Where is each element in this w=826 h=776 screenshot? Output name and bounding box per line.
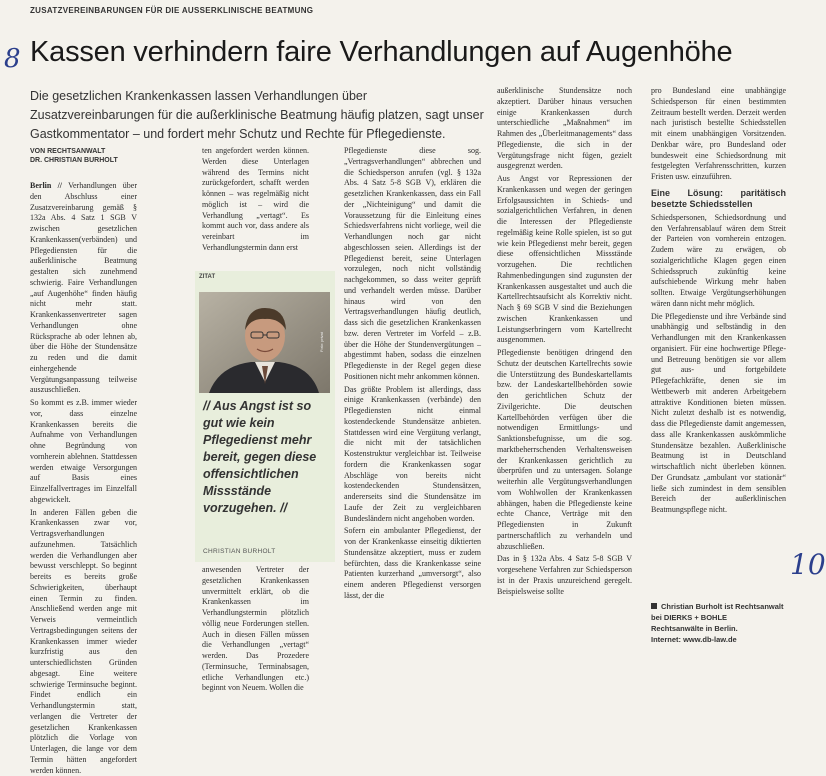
author-photo <box>199 292 330 393</box>
article-column-3 <box>344 146 481 693</box>
article-headline: Kassen verhindern faire Verhandlungen auf Augenhöhe <box>30 36 732 69</box>
paragraph: In anderen Fällen geben die Krankenkassen zwar vor, Vertragsverhandlungen aufzunehmen. Tatsächlich werden die Verhandlungen aber bewusst verschleppt. So beginnt bereits es bereits große Schwierigkeiten, überhaupt einen Termin zu finden. Anschließend werden ange mit Verweis vermeintlich Vertragsbedingungen seitens der Krankenkassen immer wieder kurzfristig aus den unterschiedlichsten Gründen abgesagt. Eine weitere schwierige Terminsuche beginnt. Findet endlich ein Verhandlungstermin statt, verlangen die Vertreter der gesetzlichen Krankenkassen plötzlich die Vorlage von Unterlagen, die lange vor dem Termin hätten angefordert werden können. <box>30 508 137 776</box>
photo-credit: Foto: privat <box>319 331 324 352</box>
pull-quote: // Aus Angst ist so gut wie kein Pflegedienst mehr bereit, gegen diese offensichtlichen Missstände vorzugehen. // <box>203 398 331 517</box>
article-column-5 <box>651 86 786 588</box>
byline-role: VON RECHTSANWALT <box>30 147 118 156</box>
byline-author: DR. CHRISTIAN BURHOLT <box>30 156 118 165</box>
paragraph: So kommt es z.B. immer wieder vor, dass einzelne Krankenkassen bereits die Aufnahme von Verhandlungen ohne Begründung von vornherein ablehnen. Stattdessen werden etwaige Versorgungen auf Basis eines Einzelfallvertrages im Einzelfall abgewickelt. <box>30 398 137 506</box>
byline <box>30 147 118 165</box>
paragraph: Das in § 132a Abs. 4 Satz 5-8 SGB V vorgesehene Verfahren zur Schiedsperson ist in der Praxis unzureichend geregelt. Beispielsweise sollte <box>497 554 632 597</box>
quote-label: ZITAT <box>199 274 215 280</box>
paragraph: Verhandlungen über den Abschluss einer Zusatzvereinbarung gemäß § 132a Abs. 4 Satz 1 SGB V zwischen gesetzlichen Krankenkassen(verbänden) und Pflegediensten für die außerklinische Beatmung gestalten sich zunehmend schwierig. Faire Verhandlungen „auf Augenhöhe“ finden häufig nicht mehr statt. Krankenkassenvertreter sagen Verhandlungen ohne Rücksprache ab oder lehnen ab, über die Höhe der Stundensätze zu reden und die damit einhergehende Vergütungsanpassung teilweise auszuschließen. <box>30 181 137 394</box>
author-note-line: Christian Burholt ist Rechtsanwalt bei DIERKS + BOHLE <box>651 602 784 622</box>
dateline: Berlin // <box>30 181 62 190</box>
author-note-line: Rechtsanwälte in Berlin. <box>651 623 791 634</box>
article-column-4 <box>497 86 632 693</box>
article-column-2-bottom <box>202 565 309 693</box>
section-kicker: ZUSATZVEREINBARUNGEN FÜR DIE AUSSERKLINISCHE BEATMUNG <box>30 6 313 15</box>
handwritten-page-number: 10 <box>790 548 826 581</box>
handwritten-mark: 8 <box>4 44 21 74</box>
paragraph: außerklinische Stundensätze noch akzeptiert. Darüber hinaus versuchen einige Krankenkassen durch unterschiedliche „Maßnahmen“ im Rahmen des „Überleitmanagements“ dass Pflegedienste, die sich in der Vergütungsfrage nicht fügen, gezielt ausgegrenzt werden. <box>497 86 632 172</box>
quote-attribution: CHRISTIAN BURHOLT <box>203 548 276 555</box>
subheading: Eine Lösung: paritätisch besetzte Schiedsstellen <box>651 188 786 210</box>
paragraph: pro Bundesland eine unabhängige Schiedsperson für einen bestimmten Zeitraum bestellt werden. Derzeit werden nach juristisch bestellte Schiedsstellen mit einem unabhängigen Vorsitzenden. Denkbar wäre, pro Bundesland oder bundesweit eine Schiedsordnung mit festgelegten Verfahrensschritten, kurzen Fristen usw. einzuführen. <box>651 86 786 183</box>
paragraph: Pflegedienste benötigen dringend den Schutz der deutschen Kartellrechts sowie die Unterstützung des Bundeskartellamts bzw. der Landeskartellbehörden sowie den gerichtlichen Schutz der Zivilgerichte. Die deutschen Kartellbehörden verfügen über die notwendigen Ermittlungs- und Sanktionsbefugnisse, um die sog. marktbeherrschenden Verhaltensweisen der Krankenkassen gerichtlich zu überprüfen und zu untersagen. Solange weiterhin alle Vergütungsverhandlungen vom Wohlwollen der Krankenkassen abhängen, haben die Pflegedienste keine echte Chance, Verträge mit den Pflegediensten in Zukunft partnerschaftlich zu verhandeln und abzuschließen. <box>497 348 632 552</box>
article-lead: Die gesetzlichen Krankenkassen lassen Verhandlungen über Zusatzvereinbarungen für die außerklinische Beatmung häufig platzen, sagt unser Gastkommentator – und fordert mehr Schutz und Rechte für Pflegedienste. <box>30 87 485 144</box>
paragraph: Pflegedienste diese sog. „Vertragsverhandlungen“ abbrechen und die Schiedsperson anrufen (vgl. § 132a Abs. 4 Satz 5-8 SGB V), erklären die gesetzlichen Krankenkassen, dass ein Fall der „Nichteinigung“ und damit die Voraussetzung für die Einleitung eines Schiedsverfahrens nicht vorliege, weil die Verhandlungen noch gar nicht abgeschlossen seien. Allerdings ist der Pflegedienst bereit, seine Unterlagen vorzulegen, noch nicht vollständig nachgekommen, so dass weiter geprüft und verhandelt werden müsse. Darüber hinaus wird von den Vertragsverhandlungen häufig deutlich, dass sich die gesetzlichen Krankenkassen bzw. deren Vertreter im Vorfeld – z.B. über die Höhe der Stundenvergütungen – abgestimmt haben, sodass die einzelnen Pflegedienste in der Regel gegen diese Positionen nicht mehr ankommen können. <box>344 146 481 383</box>
paragraph: Die Pflegedienste und ihre Verbände sind unabhängig und selbständig in den Verhandlungen mit den Krankenkassen organisiert. Für eine hochwertige Pflege- und Betreuung benötigen sie vor allem gut aus- und fortgebildete Pflegefachkräfte, denen sie im Wettbewerb mit anderen Arbeitgebern attraktive Konditionen bieten müssen. Nicht zuletzt deshalb ist es notwendig, dass die Pflegedienste damit angemessen, dass alle Krankenkassen auskömmliche Stundensätze bezahlen. Außerklinische Beatmung ist in Deutschland wirtschaftlich nicht überleben können. Der Grundsatz „ambulant vor stationär“ ließe sich zumindest in dem sensiblen Bereich der außerklinischen Beatmungspflege nicht. <box>651 312 786 516</box>
paragraph: Schiedspersonen, Schiedsordnung und den Verfahrensablauf wären dem Streit der Parteien von vornherein entzogen. Zudem wäre zu erwägen, ob sozialgerichtliche Klagen gegen einen Schiedsspruch zukünftig keine aufschiebende Wirkung mehr haben sollten. Etwaige Vergütungserhöhungen wären dann nicht mehr möglich. <box>651 213 786 310</box>
paragraph: Das größte Problem ist allerdings, dass einige Krankenkassen (verbände) den Pflegediensten nicht einmal kostendeckende Stundensätze anbieten. Stattdessen wird eine Vergütung verlangt, die nicht mit der tatsächlichen Kostenstruktur vergleichbar ist. Teilweise fordern die Krankenkassen sogar Abschläge von bereits nicht kostendeckenden Stundensätzen, andererseits sind die Stundensätze im Laufe der Zeit zu vergleichbaren Bundesländern nicht angehoben worden. <box>344 385 481 525</box>
portrait-image <box>199 292 330 393</box>
article-column-1 <box>30 181 137 693</box>
paragraph: anwesenden Vertreter der gesetzlichen Krankenkassen unvermittelt erklärt, ob die Krankenkassen im Verhandlungstermin plötzlich völlig neue Forderungen stellen. Auch in diesen Fällen müssen die Verhandlungen „vertagt“ werden. Das Prozedere (Terminsuche, Terminabsagen, etliche Verhandlungen etc.) beginnt von Neuem. Wollen die <box>202 565 309 694</box>
author-website: Internet: www.db-law.de <box>651 634 791 645</box>
article-column-2-top <box>202 146 309 254</box>
author-note <box>651 601 791 645</box>
paragraph: Sofern ein ambulanter Pflegedienst, der von der Krankenkasse einseitig diktierten Stundensätze akzeptiert, muss er zudem befürchten, dass die Krankenkasse seine Patienten kurzerhand „umversorgt“, also einem anderen Pflegedienst versorgen lässt, der die <box>344 526 481 601</box>
paragraph: Aus Angst vor Repressionen der Krankenkassen und wegen der geringen Erfolgsaussichten in Schieds- und sozialgerichtlichen Verfahren, in denen die Interessen der Pflegedienste regelmäßig keine Rolle spielen, ist so gut wie kein Pflegedienst mehr bereit, gegen diese offensichtlichen Missstände vorzugehen. Die rechtlichen Rahmenbedingungen sind zugunsten der Krankenkassen ausgestaltet und auch die Kartellrechtsaufsicht als Korrektiv nicht. Nach § 69 SGB V sind die Beziehungen zwischen Krankenkassen und Leistungserbringern vom Kartellrecht ausgenommen. <box>497 174 632 346</box>
paragraph: ten angefordert werden können. Werden diese Unterlagen während des Termins nicht zurückgefordert, schafft werden können – was regelmäßig nicht möglich ist – wird die Verhandlung „vertagt“. Es kommt auch vor, dass andere als vereinbart im Verhandlungstermin dann erst <box>202 146 309 254</box>
square-bullet-icon <box>651 603 657 609</box>
